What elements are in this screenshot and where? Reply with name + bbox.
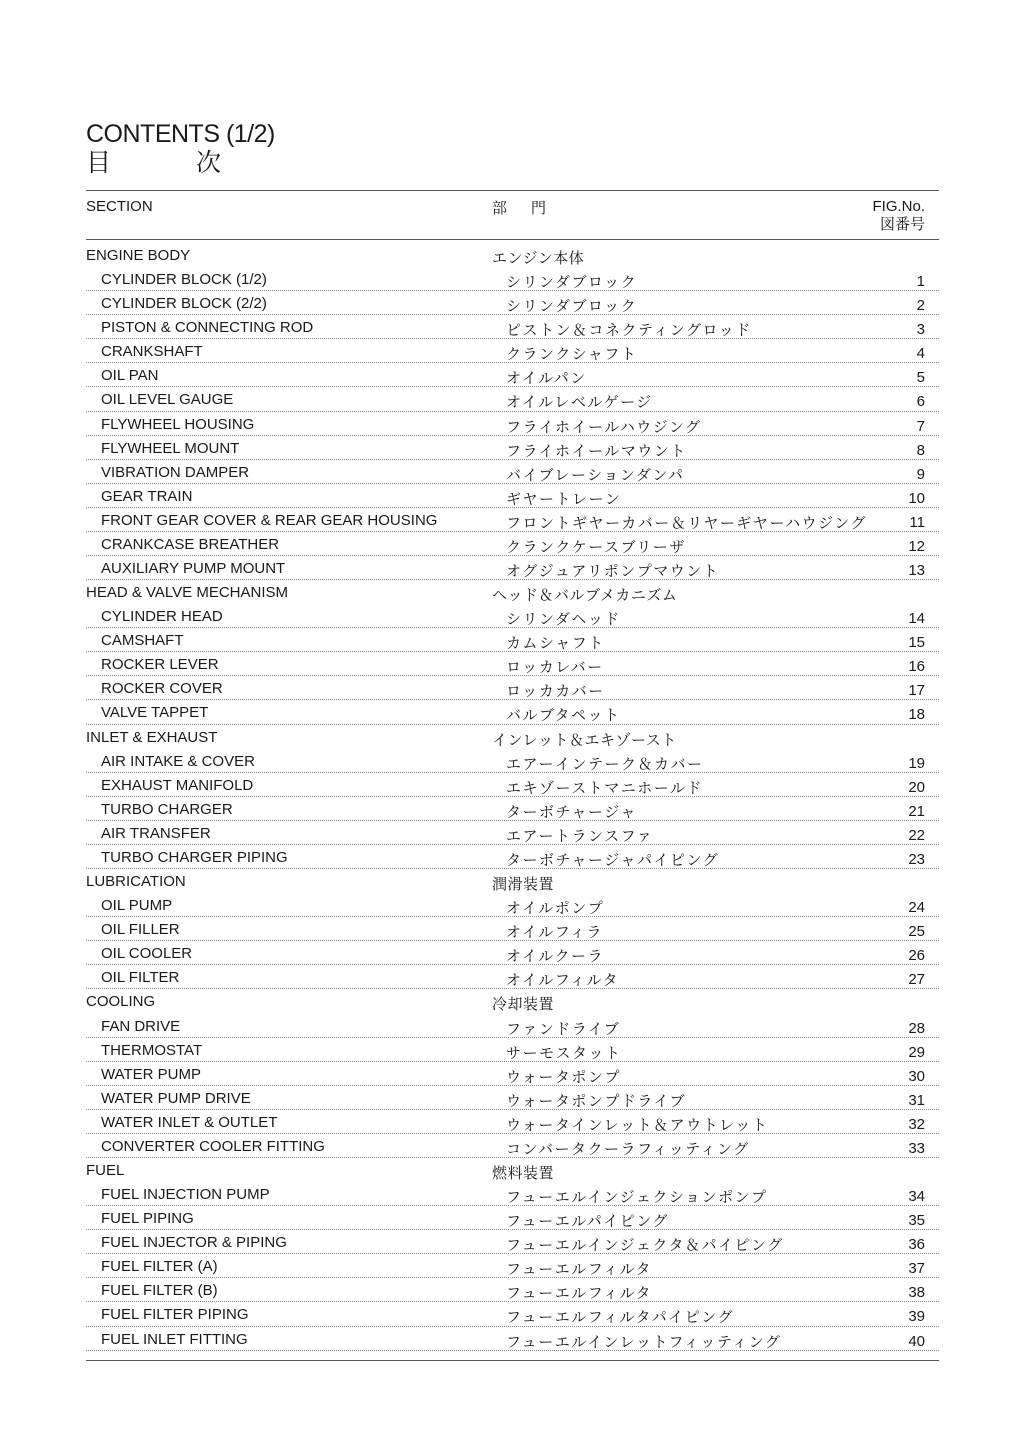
fig-number: 2	[916, 297, 925, 315]
fig-number: 22	[908, 826, 925, 844]
section-title: HEAD & VALVE MECHANISM	[86, 584, 288, 602]
fig-number: 12	[908, 537, 925, 555]
page-title-japanese: 目次	[86, 149, 307, 177]
contents-entry-row[interactable]	[86, 1254, 939, 1278]
entry-title-japanese: フロントギヤーカバー＆リヤーギヤーハウジング	[506, 514, 867, 532]
entry-title-japanese: オイルポンプ	[506, 900, 605, 918]
contents-entry-row[interactable]	[86, 1327, 939, 1351]
entry-title-japanese: ロッカカバー	[506, 683, 605, 701]
section-title: LUBRICATION	[86, 873, 186, 891]
contents-page	[86, 120, 939, 1361]
fig-number: 32	[908, 1115, 925, 1133]
fig-number: 9	[916, 465, 925, 483]
contents-entry-row[interactable]	[86, 460, 939, 484]
entry-title: FAN DRIVE	[101, 1017, 181, 1035]
contents-entry-row[interactable]	[86, 508, 939, 532]
contents-entry-row[interactable]	[86, 821, 939, 845]
entry-title: FLYWHEEL HOUSING	[101, 415, 255, 433]
fig-number: 19	[908, 754, 925, 772]
page-title: CONTENTS (1/2)	[86, 120, 275, 148]
entry-title-japanese: オグジュアリポンプマウント	[506, 563, 720, 581]
entry-title-japanese: バルブタペット	[506, 707, 621, 725]
contents-entry-row[interactable]	[86, 556, 939, 580]
section-heading-row	[86, 989, 939, 1013]
fig-number: 8	[916, 441, 925, 459]
entry-title-japanese: オイルパン	[506, 370, 587, 388]
contents-entry-row[interactable]	[86, 941, 939, 965]
fig-number: 31	[908, 1091, 925, 1109]
entry-title: PISTON & CONNECTING ROD	[101, 319, 314, 337]
header-bottom-rule	[86, 239, 939, 240]
contents-entry-row[interactable]	[86, 1230, 939, 1254]
entry-title: FUEL INLET FITTING	[101, 1330, 248, 1348]
contents-entry-row[interactable]	[86, 436, 939, 460]
fig-number: 15	[908, 634, 925, 652]
fig-number: 40	[908, 1332, 925, 1350]
entry-title: OIL PUMP	[101, 897, 173, 915]
entry-title-japanese: ターボチャージャ	[506, 803, 637, 821]
entry-title-japanese: フューエルフィルタ	[506, 1285, 652, 1303]
entry-title: FUEL INJECTOR & PIPING	[101, 1234, 287, 1252]
section-heading-row	[86, 725, 939, 749]
entry-title-japanese: フューエルパイピング	[506, 1213, 669, 1231]
contents-entry-row[interactable]	[86, 1014, 939, 1038]
entry-title: OIL COOLER	[101, 945, 193, 963]
contents-entry-row[interactable]	[86, 532, 939, 556]
contents-entry-row[interactable]	[86, 917, 939, 941]
contents-entry-row[interactable]	[86, 1110, 939, 1134]
contents-entry-row[interactable]	[86, 676, 939, 700]
fig-number: 16	[908, 658, 925, 676]
entry-title-japanese: ウォータポンプドライブ	[506, 1092, 687, 1110]
fig-number: 18	[908, 706, 925, 724]
contents-entry-row[interactable]	[86, 484, 939, 508]
entry-title-japanese: ターボチャージャパイピング	[506, 851, 720, 869]
section-heading-row	[86, 1158, 939, 1182]
entry-title-japanese: フライホイールハウジング	[506, 418, 702, 436]
header-fig-no-jp: 図番号	[879, 216, 925, 233]
entry-title-japanese: フライホイールマウント	[506, 442, 687, 460]
section-title: COOLING	[86, 993, 156, 1011]
entry-title-japanese: クランクシャフト	[506, 346, 638, 364]
entry-title: FUEL INJECTION PUMP	[101, 1186, 270, 1204]
section-title-japanese: インレット＆エキゾースト	[492, 731, 677, 749]
fig-number: 30	[908, 1067, 925, 1085]
entry-title: ROCKER LEVER	[101, 656, 219, 674]
contents-entry-row[interactable]	[86, 412, 939, 436]
entry-title-japanese: クランクケースブリーザ	[506, 538, 686, 556]
entry-title: ROCKER COVER	[101, 680, 223, 698]
fig-number: 4	[916, 345, 925, 363]
contents-entry-row[interactable]	[86, 604, 939, 628]
fig-number: 27	[908, 971, 925, 989]
contents-list	[86, 243, 939, 1351]
fig-number: 26	[908, 947, 925, 965]
entry-title: TURBO CHARGER	[101, 800, 233, 818]
contents-entry-row[interactable]	[86, 893, 939, 917]
entry-title-japanese: オイルクーラ	[506, 948, 604, 966]
section-title: FUEL	[86, 1161, 125, 1179]
fig-number: 7	[916, 417, 925, 435]
section-title: INLET & EXHAUST	[86, 728, 218, 746]
fig-number: 39	[908, 1308, 925, 1326]
contents-entry-row[interactable]	[86, 845, 939, 869]
entry-title: OIL PAN	[101, 367, 159, 385]
entry-title: AIR INTAKE & COVER	[101, 752, 255, 770]
entry-title: CAMSHAFT	[101, 632, 184, 650]
bottom-rule	[86, 1360, 939, 1361]
fig-number: 23	[908, 850, 925, 868]
entry-title: CONVERTER COOLER FITTING	[101, 1137, 325, 1155]
contents-entry-row[interactable]	[86, 363, 939, 387]
contents-entry-row[interactable]	[86, 628, 939, 652]
fig-number: 37	[908, 1260, 925, 1278]
entry-title-japanese: フューエルインジェクションポンプ	[506, 1189, 768, 1207]
contents-entry-row[interactable]	[86, 965, 939, 989]
fig-number: 33	[908, 1139, 925, 1157]
entry-title: FUEL FILTER (A)	[101, 1258, 218, 1276]
entry-title-japanese: エアートランスファ	[506, 827, 654, 845]
fig-number: 11	[909, 513, 925, 531]
contents-entry-row[interactable]	[86, 1278, 939, 1302]
entry-title-japanese: オイルフィラ	[506, 924, 604, 942]
entry-title: WATER PUMP	[101, 1065, 201, 1083]
contents-entry-row[interactable]	[86, 1182, 939, 1206]
section-title-japanese: エンジン本体	[492, 250, 585, 267]
fig-number: 36	[908, 1236, 925, 1254]
contents-entry-row[interactable]	[86, 1134, 939, 1158]
section-title: ENGINE BODY	[86, 247, 191, 264]
contents-entry-row[interactable]	[86, 1062, 939, 1086]
entry-title: THERMOSTAT	[101, 1041, 203, 1059]
section-heading-row	[86, 243, 939, 267]
fig-number: 5	[916, 369, 925, 387]
entry-title-japanese: オイルフィルタ	[506, 972, 619, 990]
contents-entry-row[interactable]	[86, 387, 939, 411]
section-title-japanese: 潤滑装置	[492, 876, 555, 894]
entry-title: EXHAUST MANIFOLD	[101, 776, 254, 794]
contents-entry-row[interactable]	[86, 652, 939, 676]
entry-title-japanese: コンバータクーラフィッティング	[506, 1140, 750, 1158]
fig-number: 25	[908, 923, 925, 941]
contents-entry-row[interactable]	[86, 797, 939, 821]
fig-number: 13	[908, 562, 925, 580]
entry-title-japanese: シリンダブロック	[506, 298, 638, 316]
contents-entry-row[interactable]	[86, 291, 939, 315]
fig-number: 14	[908, 610, 925, 628]
header-fig-no	[872, 198, 925, 234]
entry-title: TURBO CHARGER PIPING	[101, 848, 288, 866]
fig-number: 34	[908, 1188, 925, 1206]
entry-title-japanese: バイブレーションダンパ	[506, 466, 685, 484]
contents-entry-row[interactable]	[86, 267, 939, 291]
entry-title-japanese: ギヤートレーン	[506, 490, 622, 508]
contents-entry-row[interactable]	[86, 1302, 939, 1326]
fig-number: 24	[908, 899, 925, 917]
entry-title: FRONT GEAR COVER & REAR GEAR HOUSING	[101, 511, 438, 529]
entry-title: FLYWHEEL MOUNT	[101, 439, 240, 457]
section-title-japanese: 冷却装置	[492, 996, 555, 1014]
fig-number: 21	[908, 802, 925, 820]
contents-entry-row[interactable]	[86, 700, 939, 724]
entry-title-japanese: オイルレベルゲージ	[506, 394, 653, 412]
entry-title-japanese: サーモスタット	[506, 1044, 622, 1062]
entry-title-japanese: シリンダブロック	[506, 274, 638, 292]
header-section: SECTION	[86, 198, 153, 215]
fig-number: 20	[908, 778, 925, 796]
entry-title: GEAR TRAIN	[101, 487, 193, 505]
section-heading-row	[86, 869, 939, 893]
fig-number: 17	[908, 682, 925, 700]
entry-title-japanese: フューエルフィルタ	[506, 1261, 652, 1279]
contents-entry-row[interactable]	[86, 773, 939, 797]
contents-entry-row[interactable]	[86, 339, 939, 363]
entry-title: OIL FILTER	[101, 969, 180, 987]
entry-title: FUEL PIPING	[101, 1210, 194, 1228]
entry-title: CRANKCASE BREATHER	[101, 535, 280, 553]
entry-title-japanese: フューエルフィルタパイピング	[506, 1309, 735, 1327]
entry-title: WATER INLET & OUTLET	[101, 1113, 278, 1131]
contents-entry-row[interactable]	[86, 315, 939, 339]
contents-entry-row[interactable]	[86, 1086, 939, 1110]
contents-entry-row[interactable]	[86, 1038, 939, 1062]
header-section-japanese: 部門	[492, 200, 571, 217]
entry-title: AIR TRANSFER	[101, 824, 211, 842]
entry-title-japanese: エアーインテーク＆カバー	[506, 755, 704, 773]
entry-title: FUEL FILTER (B)	[101, 1282, 218, 1300]
fig-number: 35	[908, 1212, 925, 1230]
section-title-japanese: 燃料装置	[492, 1164, 555, 1182]
fig-number: 28	[908, 1019, 925, 1037]
header-fig-no-en: FIG.No.	[872, 198, 925, 215]
entry-title: CRANKSHAFT	[101, 343, 203, 361]
entry-title: VALVE TAPPET	[101, 704, 209, 722]
fig-number: 29	[908, 1043, 925, 1061]
entry-title-japanese: フューエルインジェクタ＆パイピング	[506, 1237, 784, 1255]
entry-title: CYLINDER BLOCK (2/2)	[101, 295, 267, 313]
table-header	[86, 191, 939, 239]
fig-number: 6	[916, 393, 925, 411]
entry-title-japanese: カムシャフト	[506, 635, 605, 653]
entry-title-japanese: フューエルインレットフィッティング	[506, 1333, 782, 1351]
entry-title: CYLINDER BLOCK (1/2)	[101, 271, 267, 289]
entry-title: VIBRATION DAMPER	[101, 463, 250, 481]
section-title-japanese: ヘッド＆バルブメカニズム	[492, 587, 678, 605]
entry-title: AUXILIARY PUMP MOUNT	[101, 560, 286, 578]
section-heading-row	[86, 580, 939, 604]
entry-title: FUEL FILTER PIPING	[101, 1306, 249, 1324]
fig-number: 1	[916, 273, 925, 291]
entry-title-japanese: ファンドライブ	[506, 1020, 621, 1038]
fig-number: 38	[908, 1284, 925, 1302]
entry-title-japanese: ピストン＆コネクティングロッド	[506, 322, 752, 340]
entry-title-japanese: シリンダヘッド	[506, 611, 621, 629]
entry-title: WATER PUMP DRIVE	[101, 1089, 251, 1107]
entry-title-japanese: ロッカレバー	[506, 659, 604, 677]
entry-title-japanese: ウォータポンプ	[506, 1068, 621, 1086]
entry-title-japanese: ウォータインレット＆アウトレット	[506, 1116, 769, 1134]
entry-title: OIL FILLER	[101, 921, 180, 939]
entry-title-japanese: エキゾーストマニホールド	[506, 779, 703, 797]
contents-entry-row[interactable]	[86, 1206, 939, 1230]
entry-title: OIL LEVEL GAUGE	[101, 391, 234, 409]
fig-number: 3	[916, 321, 925, 339]
entry-title: CYLINDER HEAD	[101, 608, 223, 626]
contents-entry-row[interactable]	[86, 749, 939, 773]
fig-number: 10	[908, 489, 925, 507]
